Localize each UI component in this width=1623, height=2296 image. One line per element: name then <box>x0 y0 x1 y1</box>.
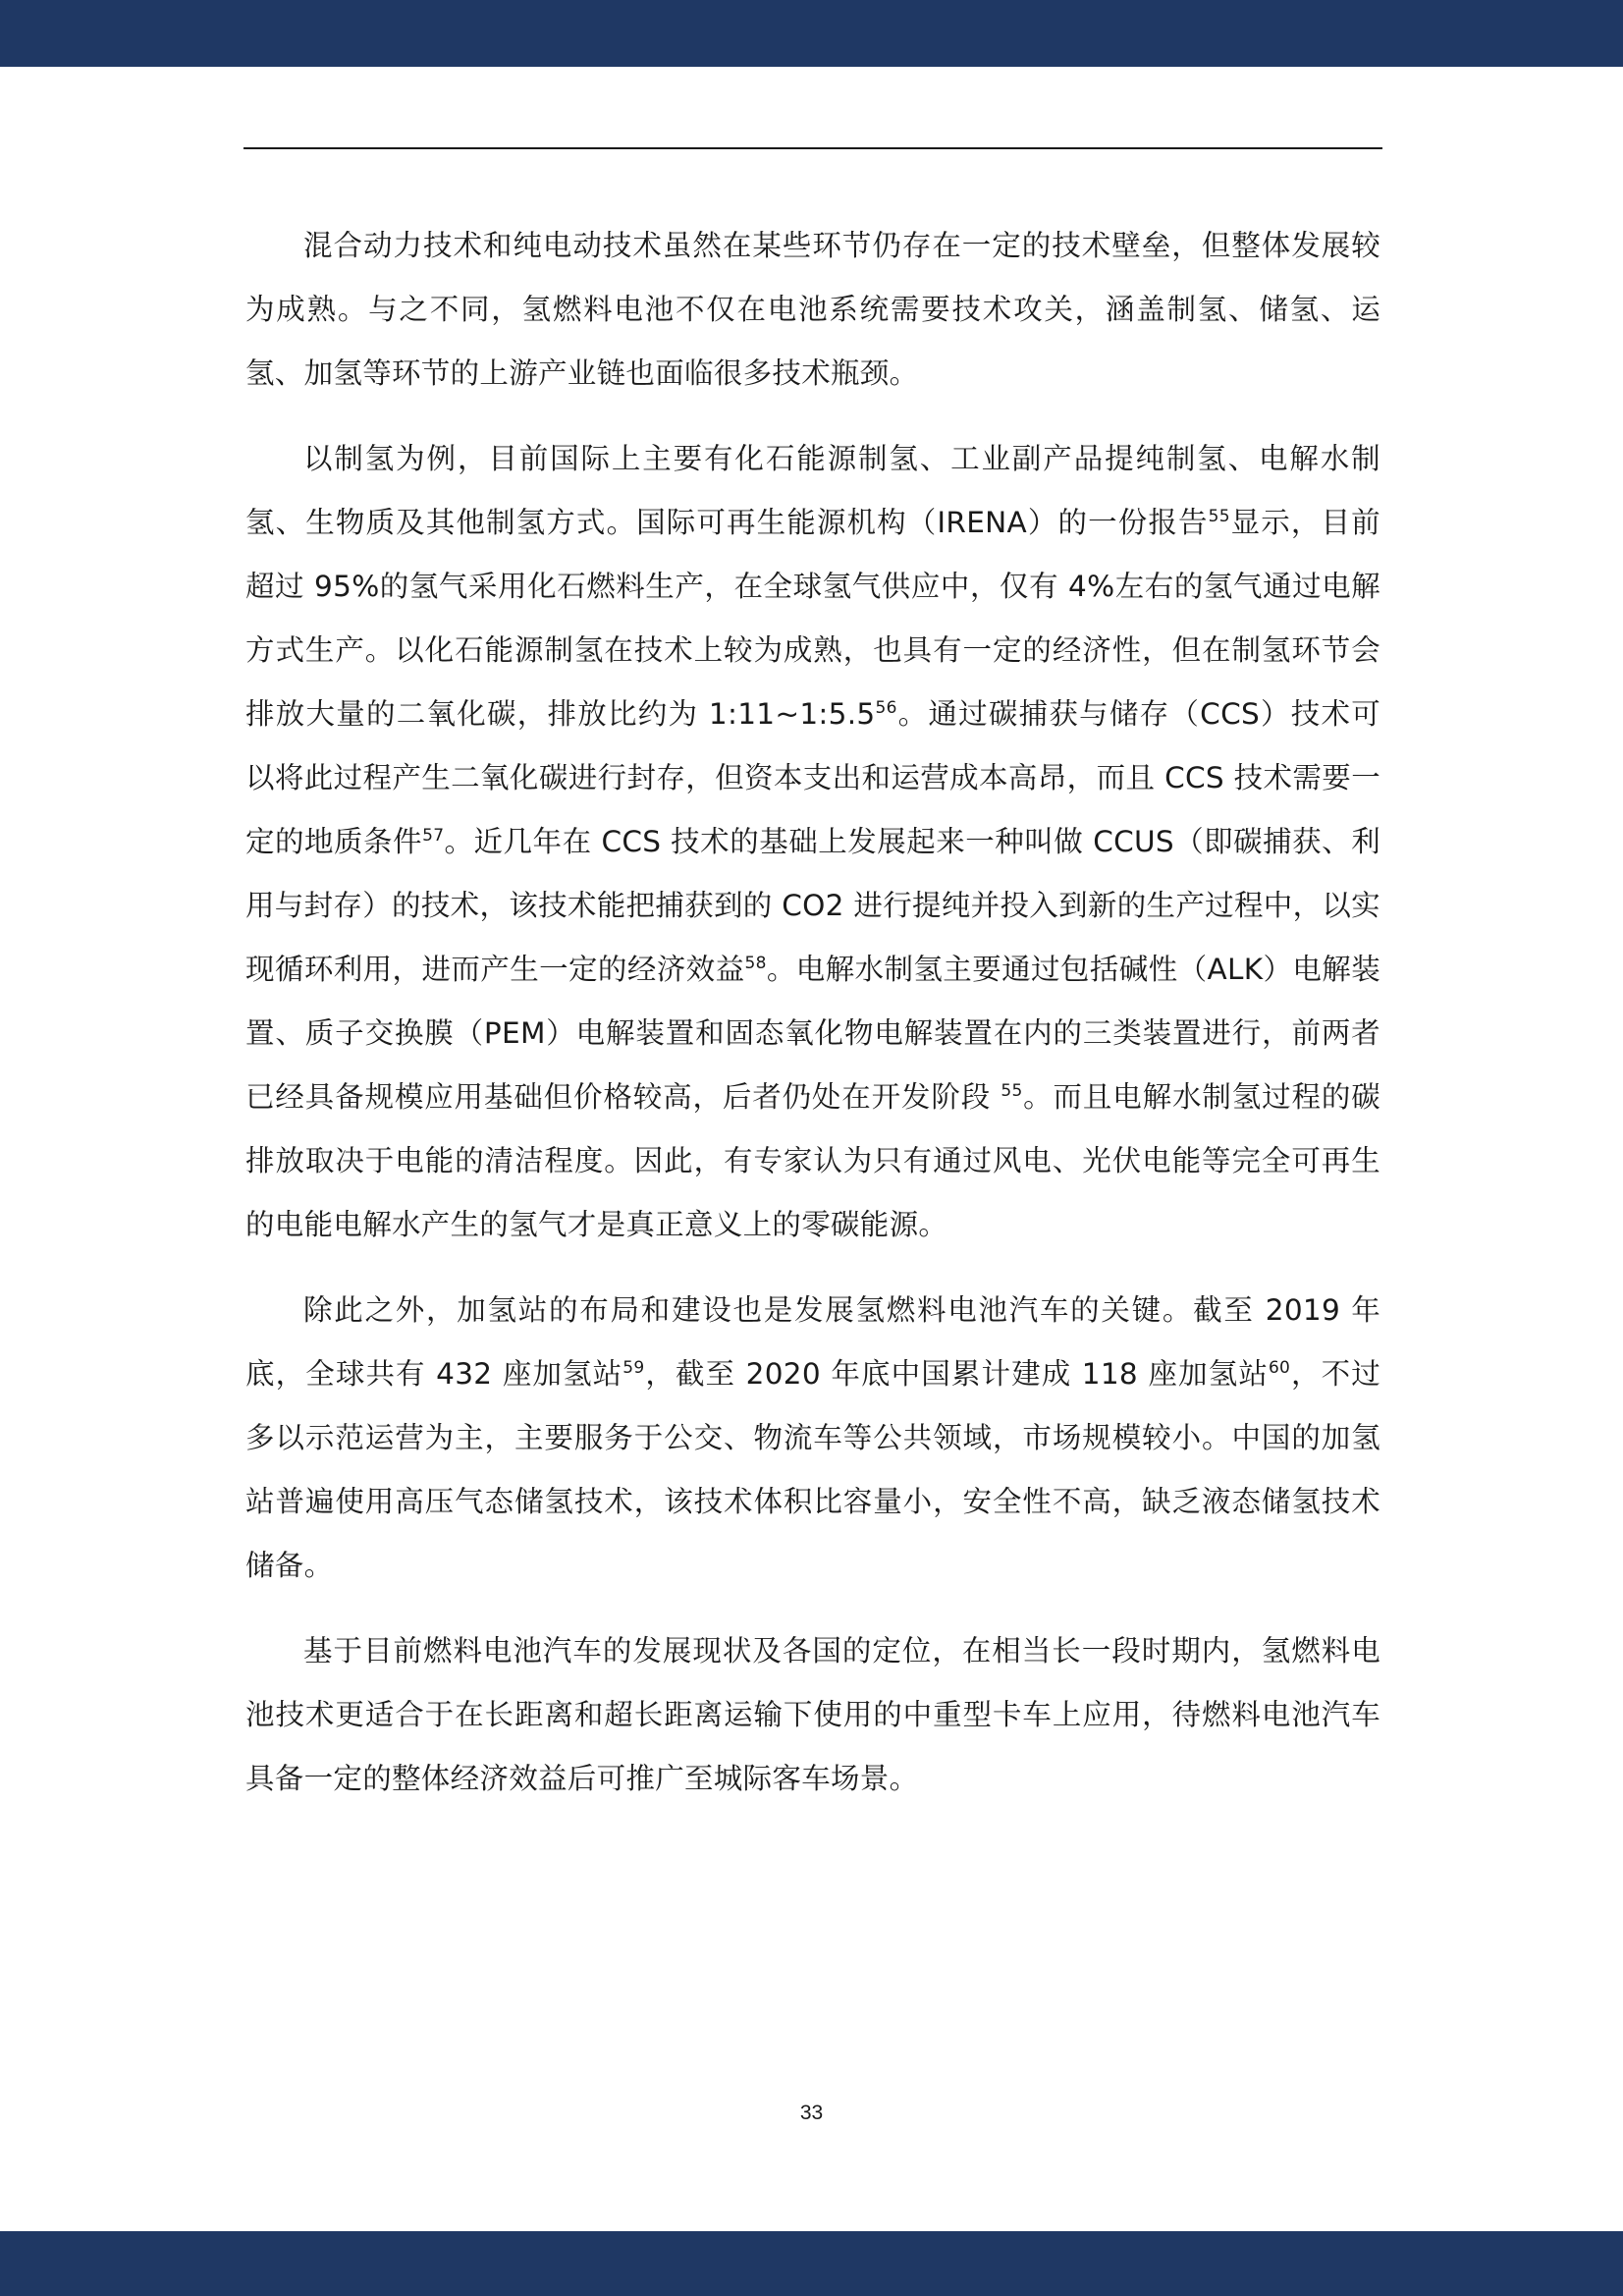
text-run: 基于目前燃料电池汽车的发展现状及各国的定位，在相当长一段时期内，氢燃料电池技术更适合于在长距离和超长距离运输下使用的中重型卡车上应用，待燃料电池汽车具备一定的整体经济效益后可推广至城际客车场景。 <box>245 1634 1380 1795</box>
footer-band <box>0 2231 1623 2296</box>
paragraph-3 <box>245 1279 1380 1598</box>
text-run: 。近几年在 CCS 技术的基础上发展起来一种叫做 CCUS（即碳捕获、利用与封存）的技术，该技术能把捕获到的 CO2 进行提纯并投入到新的生产过程中，以实现循环利用，进而产生一定的经济效益 <box>245 825 1380 986</box>
footnote-ref: 57 <box>422 826 445 847</box>
text-run: ，截至 2020 年底中国累计建成 118 座加氢站 <box>644 1357 1269 1391</box>
header-band <box>0 0 1623 67</box>
paragraph-4 <box>245 1619 1380 1811</box>
footnote-ref: 56 <box>875 698 897 719</box>
page-number: 33 <box>799 2102 824 2124</box>
text-run: 除此之外，加氢站的布局和建设也是发展氢燃料电池汽车的关键。截至 2019 年底，全球共有 432 座加氢站 <box>245 1293 1380 1391</box>
text-run: 混合动力技术和纯电动技术虽然在某些环节仍存在一定的技术壁垒，但整体发展较为成熟。与之不同，氢燃料电池不仅在电池系统需要技术攻关，涵盖制氢、储氢、运氢、加氢等环节的上游产业链也面临很多技术瓶颈。 <box>245 229 1380 390</box>
paragraph-1 <box>245 214 1380 406</box>
paragraph-2 <box>245 427 1380 1257</box>
footnote-ref: 58 <box>744 954 767 974</box>
text-run: 。通过碳捕获与储存（CCS）技术可以将此过程产生二氧化碳进行封存，但资本支出和运营成本高昂，而且 CCS 技术需要一定的地质条件 <box>245 697 1380 858</box>
footnote-ref: 55 <box>1001 1081 1023 1102</box>
header-rule <box>243 147 1382 149</box>
text-run: 显示，目前超过 95%的氢气采用化石燃料生产，在全球氢气供应中，仅有 4%左右的氢气通过电解方式生产。以化石能源制氢在技术上较为成熟，也具有一定的经济性，但在制氢环节会排放大量的二氧化碳，排放比约为 1:11~1:5.5 <box>245 506 1380 731</box>
footnote-ref: 59 <box>622 1358 645 1379</box>
footnote-ref: 60 <box>1268 1358 1291 1379</box>
text-run: 。而且电解水制氢过程的碳排放取决于电能的清洁程度。因此，有专家认为只有通过风电、光伏电能等完全可再生的电能电解水产生的氢气才是真正意义上的零碳能源。 <box>245 1080 1380 1241</box>
text-run: 。电解水制氢主要通过包括碱性（ALK）电解装置、质子交换膜（PEM）电解装置和固态氧化物电解装置在内的三类装置进行，前两者已经具备规模应用基础但价格较高，后者仍处在开发阶段 <box>245 953 1380 1114</box>
text-run: 以制氢为例，目前国际上主要有化石能源制氢、工业副产品提纯制氢、电解水制氢、生物质及其他制氢方式。国际可再生能源机构（IRENA）的一份报告 <box>245 442 1380 539</box>
footnote-ref: 55 <box>1208 507 1230 527</box>
page-body <box>245 214 1380 1832</box>
text-run: ，不过多以示范运营为主，主要服务于公交、物流车等公共领域，市场规模较小。中国的加氢站普遍使用高压气态储氢技术，该技术体积比容量小，安全性不高，缺乏液态储氢技术储备。 <box>245 1357 1381 1582</box>
